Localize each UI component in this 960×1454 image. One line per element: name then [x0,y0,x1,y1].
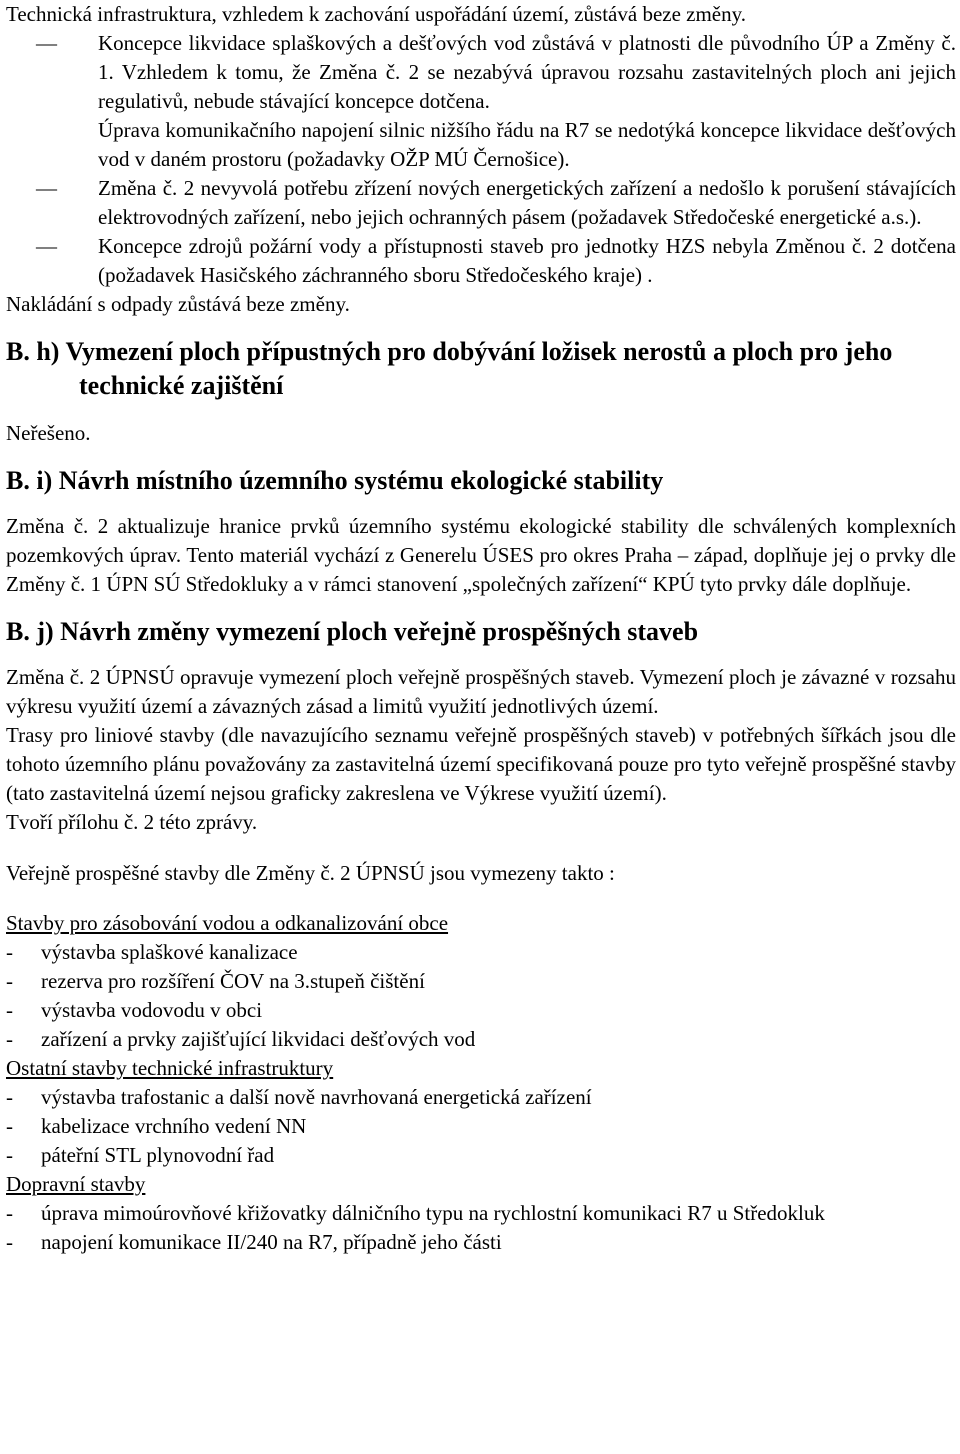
list-item [6,1083,956,1112]
list-item-text: výstavba splaškové kanalizace [41,940,298,964]
list-item-text: páteřní STL plynovodní řad [41,1143,275,1167]
intro-line: Technická infrastruktura, vzhledem k zachování uspořádání území, zůstává beze změny. [6,2,747,26]
list-item [6,1199,956,1228]
list-marker: - [6,1143,13,1167]
section-h-heading: B. h) Vymezení ploch přípustných pro dobývání ložisek nerostů a ploch pro jeho technické zajištění [6,337,893,400]
bullet-text: Koncepce likvidace splaškových a dešťových vod zůstává v platnosti dle původního ÚP a Změny č. 1. Vzhledem k tomu, že Změna č. 2 se nezabývá úpravou rozsahu zastavitelných ploch ani jejich regulativů, nebude stávající koncepce dotčena. [98,31,956,113]
section-j-p1: Změna č. 2 ÚPNSÚ opravuje vymezení ploch veřejně prospěšných staveb. Vymezení ploch je závazné v rozsahu výkresu využití území a závazných zásad a limitů využití jednotlivých území. [6,665,956,718]
bullet-text: Koncepce zdrojů požární vody a přístupnosti staveb pro jednotky HZS nebyla Změnou č. 2 dotčena (požadavek Hasičského záchranného sboru Středočeského kraje) . [98,234,956,287]
list-item [6,1228,956,1257]
section-h-text: Neřešeno. [6,421,91,445]
list-marker: - [6,969,13,993]
list-marker: - [6,1230,13,1254]
bullet-item [6,174,956,232]
section-j-p3: Tvoří přílohu č. 2 této zprávy. [6,810,258,834]
list-item-text: napojení komunikace II/240 na R7, případně jeho části [41,1230,502,1254]
bullet-dash: — [36,176,57,200]
group-title: Ostatní stavby technické infrastruktury [6,1056,334,1080]
list-item-text: rezerva pro rozšíření ČOV na 3.stupeň čištění [41,969,425,993]
list-item [6,938,956,967]
list-item [6,996,956,1025]
list-marker: - [6,1114,13,1138]
bullet-text: Úprava komunikačního napojení silnic nižšího řádu na R7 se nedotýká koncepce likvidace dešťových vod v daném prostoru (požadavky OŽP MÚ Černošice). [98,118,956,171]
section-j-p2: Trasy pro liniové stavby (dle navazujícího seznamu veřejně prospěšných staveb) v potřebných šířkách jsou dle tohoto územního plánu považovány za zastavitelná území specifikovaná pouze pro tyto veřejně prospěšné stavby (tato zastavitelná území nejsou graficky zakreslena ve Výkrese využití území). [6,723,956,805]
list-marker: - [6,1027,13,1051]
list-item [6,1025,956,1054]
bullet-item [6,29,956,174]
section-j-heading: B. j) Návrh změny vymezení ploch veřejně prospěšných staveb [6,617,699,646]
list-item [6,1112,956,1141]
bullet-item [6,232,956,290]
list-item-text: výstavba trafostanic a další nově navrhovaná energetická zařízení [41,1085,592,1109]
list-item-text: kabelizace vrchního vedení NN [41,1114,307,1138]
group-title: Stavby pro zásobování vodou a odkanalizování obce [6,911,449,935]
list-marker: - [6,940,13,964]
bullet-text: Změna č. 2 nevyvolá potřebu zřízení nových energetických zařízení a nedošlo k porušení stávajících elektrovodných zařízení, nebo jejich ochranných pásem (požadavek Středočeské energetické a.s.). [98,176,956,229]
list-item [6,967,956,996]
bullet-dash: — [36,31,57,55]
list-item-text: úprava mimoúrovňové křižovatky dálničního typu na rychlostní komunikaci R7 u Středokluk [41,1201,825,1225]
document-page [6,0,956,1257]
vps-list [6,909,956,1257]
list-item-text: výstavba vodovodu v obci [41,998,263,1022]
group-title: Dopravní stavby [6,1172,146,1196]
bullet-dash: — [36,234,57,258]
section-i-heading: B. i) Návrh místního územního systému ekologické stability [6,466,664,495]
list-marker: - [6,1201,13,1225]
section-j-p4: Veřejně prospěšné stavby dle Změny č. 2 ÚPNSÚ jsou vymezeny takto : [6,861,615,885]
list-marker: - [6,998,13,1022]
list-item [6,1141,956,1170]
section-i-text: Změna č. 2 aktualizuje hranice prvků územního systému ekologické stability dle schválených komplexních pozemkových úprav. Tento materiál vychází z Generelu ÚSES pro okres Praha – západ, doplňuje jej o prvky dle Změny č. 1 ÚPN SÚ Středokluky a v rámci stanovení „společných zařízení“ KPÚ tyto prvky dále doplňuje. [6,514,956,596]
waste-line: Nakládání s odpady zůstává beze změny. [6,292,350,316]
list-item-text: zařízení a prvky zajišťující likvidaci dešťových vod [41,1027,476,1051]
list-marker: - [6,1085,13,1109]
